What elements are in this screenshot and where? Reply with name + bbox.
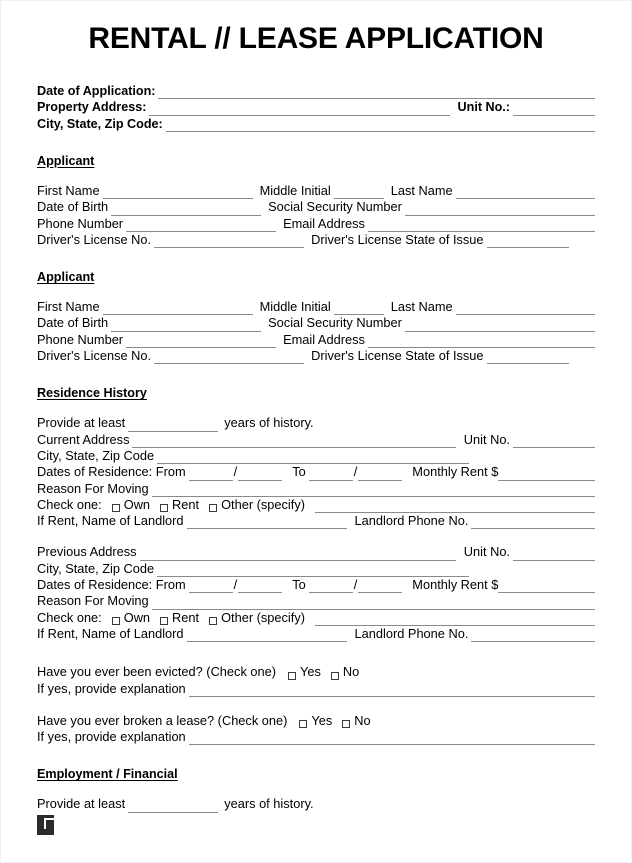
provide-years-prefix: Provide at least: [37, 796, 126, 812]
reason-for-moving-row: [37, 481, 595, 497]
no-label: No: [354, 712, 371, 728]
last-name-label: Last Name: [390, 183, 453, 198]
to-month-input[interactable]: [309, 579, 353, 593]
from-month-input[interactable]: [189, 579, 233, 593]
email-address-label: Email Address: [283, 215, 365, 231]
landlord-phone-input[interactable]: [471, 515, 595, 529]
phone-number-input[interactable]: [126, 334, 276, 348]
date-of-birth-label: Date of Birth: [37, 315, 109, 331]
checkbox-icon[interactable]: [209, 504, 217, 512]
checkbox-icon[interactable]: [288, 672, 296, 680]
ssn-label: Social Security Number: [268, 199, 402, 215]
from-year-input[interactable]: [238, 579, 282, 593]
monthly-rent-label: Monthly Rent $: [412, 464, 499, 480]
date-of-application-input[interactable]: [158, 85, 595, 99]
provide-years-suffix: years of history.: [224, 415, 314, 431]
reason-for-moving-input[interactable]: [152, 483, 595, 497]
first-name-input[interactable]: [103, 185, 253, 199]
drivers-license-no-input[interactable]: [154, 350, 304, 364]
provide-years-input[interactable]: [128, 418, 218, 432]
first-name-input[interactable]: [103, 301, 253, 315]
reason-for-moving-label: Reason For Moving: [37, 593, 149, 609]
residence-current-fields: [37, 415, 595, 529]
date-of-birth-input[interactable]: [111, 202, 261, 216]
middle-initial-input[interactable]: [334, 301, 384, 315]
previous-address-label: Previous Address: [37, 544, 137, 560]
broken-lease-explanation-row: [37, 729, 595, 745]
if-rent-landlord-label: If Rent, Name of Landlord: [37, 625, 184, 641]
other-specify-label: Other (specify): [221, 609, 305, 625]
page-title: RENTAL // LEASE APPLICATION: [88, 22, 544, 55]
monthly-rent-input[interactable]: [498, 467, 595, 481]
ssn-input[interactable]: [405, 202, 595, 216]
provide-years-suffix: years of history.: [224, 796, 314, 812]
city-state-zip-label: City, State, Zip Code: [37, 560, 155, 576]
unit-no-label: Unit No.: [463, 544, 510, 560]
reason-for-moving-input[interactable]: [152, 596, 595, 610]
drivers-license-state-label: Driver's License State of Issue: [311, 348, 484, 364]
broken-lease-question-block: [37, 713, 595, 746]
unit-no-label: Unit No.:: [457, 100, 510, 114]
date-of-birth-label: Date of Birth: [37, 199, 109, 215]
unit-no-label: Unit No.: [463, 431, 510, 447]
broken-lease-question-row: [37, 713, 595, 729]
yes-label: Yes: [311, 712, 333, 728]
no-label: No: [342, 664, 360, 680]
current-address-label: Current Address: [37, 431, 130, 447]
checkbox-icon[interactable]: [342, 720, 350, 728]
last-name-label: Last Name: [390, 299, 453, 315]
other-specify-label: Other (specify): [221, 496, 305, 512]
drivers-license-no-input[interactable]: [154, 234, 304, 248]
checkbox-icon[interactable]: [112, 504, 120, 512]
own-label: Own: [123, 496, 151, 512]
name-row: [37, 299, 595, 315]
drivers-license-no-label: Driver's License No.: [37, 231, 152, 247]
eviction-yes-option[interactable]: [288, 664, 331, 680]
eviction-no-option[interactable]: [331, 664, 369, 680]
previous-address-row: [37, 544, 595, 560]
reason-for-moving-row: [37, 593, 595, 609]
city-state-zip-label: City, State, Zip Code: [37, 447, 155, 463]
email-address-label: Email Address: [283, 331, 365, 347]
phone-email-row: [37, 216, 595, 232]
check-one-label: Check one:: [37, 609, 102, 625]
unit-no-input[interactable]: [513, 547, 595, 561]
date-of-application-row: [37, 83, 595, 100]
broken-lease-explanation-input[interactable]: [189, 731, 595, 745]
rent-option[interactable]: [160, 610, 209, 626]
other-option[interactable]: [209, 497, 315, 513]
name-row: [37, 183, 595, 199]
dates-of-residence-label: Dates of Residence: From: [37, 464, 186, 480]
city-state-zip-input[interactable]: [157, 563, 469, 577]
from-month-input[interactable]: [189, 467, 233, 481]
eviction-question-label: Have you ever been evicted? (Check one): [37, 664, 277, 680]
monthly-rent-input[interactable]: [498, 579, 595, 593]
broken-lease-yes-option[interactable]: [299, 713, 342, 729]
eviction-question-block: [37, 664, 595, 697]
residence-history-heading: Residence History: [37, 386, 147, 401]
logo-inner-shape: [46, 820, 54, 829]
checkbox-icon[interactable]: [209, 617, 217, 625]
applicant-2-section: [37, 248, 595, 364]
reason-for-moving-label: Reason For Moving: [37, 480, 149, 496]
landlord-row: [37, 513, 595, 529]
employment-section: [37, 745, 595, 812]
broken-lease-question-label: Have you ever broken a lease? (Check one): [37, 712, 288, 728]
applicant-2-heading: Applicant: [37, 270, 95, 285]
license-row: [37, 232, 595, 248]
provide-years-row: [37, 415, 595, 431]
employment-fields: [37, 796, 595, 812]
city-state-zip-row: [37, 561, 595, 577]
first-name-label: First Name: [37, 183, 100, 198]
provide-years-prefix: Provide at least: [37, 415, 126, 431]
date-separator: /: [353, 577, 358, 593]
applicant-1-heading: Applicant: [37, 154, 95, 168]
property-address-row: [37, 99, 595, 116]
phone-number-label: Phone Number: [37, 215, 124, 231]
middle-initial-input[interactable]: [334, 185, 384, 199]
eviction-question-row: [37, 664, 595, 680]
drivers-license-state-input[interactable]: [487, 350, 569, 364]
unit-no-input[interactable]: [513, 102, 595, 116]
last-name-input[interactable]: [456, 185, 595, 199]
yes-label: Yes: [300, 664, 321, 680]
checkbox-icon[interactable]: [112, 617, 120, 625]
check-one-label: Check one:: [37, 496, 102, 512]
broken-lease-no-option[interactable]: [342, 713, 380, 729]
phone-email-row: [37, 332, 595, 348]
residence-previous-fields: [37, 544, 595, 642]
to-label: To: [292, 577, 306, 593]
broken-lease-explanation-label: If yes, provide explanation: [37, 729, 186, 745]
residence-history-section: [37, 364, 595, 642]
to-month-input[interactable]: [309, 467, 353, 481]
from-year-input[interactable]: [238, 467, 282, 481]
rent-option[interactable]: [160, 497, 209, 513]
dob-ssn-row: [37, 199, 595, 215]
to-label: To: [292, 464, 306, 480]
rent-label: Rent: [172, 496, 200, 512]
applicant-2-fields: [37, 299, 595, 364]
own-option[interactable]: [112, 610, 160, 626]
email-address-input[interactable]: [368, 218, 595, 232]
ssn-input[interactable]: [405, 318, 595, 332]
landlord-phone-label: Landlord Phone No.: [354, 513, 469, 529]
provide-years-input[interactable]: [128, 799, 218, 813]
date-of-birth-input[interactable]: [111, 318, 261, 332]
dates-of-residence-row: [37, 577, 595, 593]
first-name-label: First Name: [37, 299, 100, 315]
to-year-input[interactable]: [358, 467, 402, 481]
dates-of-residence-row: [37, 464, 595, 480]
spacer: [37, 529, 595, 544]
email-address-input[interactable]: [368, 334, 595, 348]
checkbox-icon[interactable]: [160, 504, 168, 512]
unit-no-input[interactable]: [513, 434, 595, 448]
city-state-zip-label: City, State, Zip Code:: [37, 116, 163, 131]
rent-label: Rent: [172, 609, 200, 625]
landlord-phone-input[interactable]: [471, 628, 595, 642]
document-body: [1, 83, 631, 813]
ownership-row: [37, 610, 595, 626]
employment-heading: Employment / Financial: [37, 767, 178, 782]
ssn-label: Social Security Number: [268, 315, 402, 331]
checkbox-icon[interactable]: [331, 672, 339, 680]
other-specify-input[interactable]: [315, 612, 595, 626]
date-separator: /: [233, 464, 238, 480]
city-state-zip-input[interactable]: [166, 118, 595, 132]
landlord-name-input[interactable]: [187, 628, 347, 642]
drivers-license-no-label: Driver's License No.: [37, 348, 152, 364]
current-address-input[interactable]: [132, 434, 455, 448]
last-name-input[interactable]: [456, 301, 595, 315]
other-specify-input[interactable]: [315, 499, 595, 513]
other-option[interactable]: [209, 610, 315, 626]
to-year-input[interactable]: [358, 579, 402, 593]
landlord-phone-label: Landlord Phone No.: [354, 625, 469, 641]
middle-initial-label: Middle Initial: [259, 183, 331, 198]
header-fields: [37, 83, 595, 133]
employment-provide-years-row: [37, 796, 595, 812]
if-rent-landlord-label: If Rent, Name of Landlord: [37, 513, 184, 529]
ownership-row: [37, 497, 595, 513]
previous-address-input[interactable]: [140, 547, 456, 561]
applicant-1-section: [37, 132, 595, 248]
eviction-explanation-input[interactable]: [189, 683, 595, 697]
landlord-row: [37, 626, 595, 642]
date-of-application-label: Date of Application:: [37, 83, 156, 98]
checkbox-icon[interactable]: [160, 617, 168, 625]
dob-ssn-row: [37, 315, 595, 331]
property-address-input[interactable]: [149, 102, 449, 116]
eviction-explanation-label: If yes, provide explanation: [37, 680, 186, 696]
phone-number-label: Phone Number: [37, 331, 124, 347]
property-address-label: Property Address:: [37, 100, 147, 114]
phone-number-input[interactable]: [126, 218, 276, 232]
city-state-zip-input[interactable]: [157, 450, 469, 464]
eforms-logo: [37, 815, 54, 835]
drivers-license-state-label: Driver's License State of Issue: [311, 231, 484, 247]
date-separator: /: [233, 577, 238, 593]
monthly-rent-label: Monthly Rent $: [412, 577, 499, 593]
own-label: Own: [123, 609, 151, 625]
license-row: [37, 348, 595, 364]
current-address-row: [37, 432, 595, 448]
city-state-zip-row: [37, 448, 595, 464]
middle-initial-label: Middle Initial: [259, 299, 331, 315]
drivers-license-state-input[interactable]: [487, 234, 569, 248]
own-option[interactable]: [112, 497, 160, 513]
applicant-1-fields: [37, 183, 595, 248]
city-state-zip-row: [37, 116, 595, 133]
checkbox-icon[interactable]: [299, 720, 307, 728]
date-separator: /: [353, 464, 358, 480]
eviction-explanation-row: [37, 681, 595, 697]
landlord-name-input[interactable]: [187, 515, 347, 529]
dates-of-residence-label: Dates of Residence: From: [37, 577, 186, 593]
